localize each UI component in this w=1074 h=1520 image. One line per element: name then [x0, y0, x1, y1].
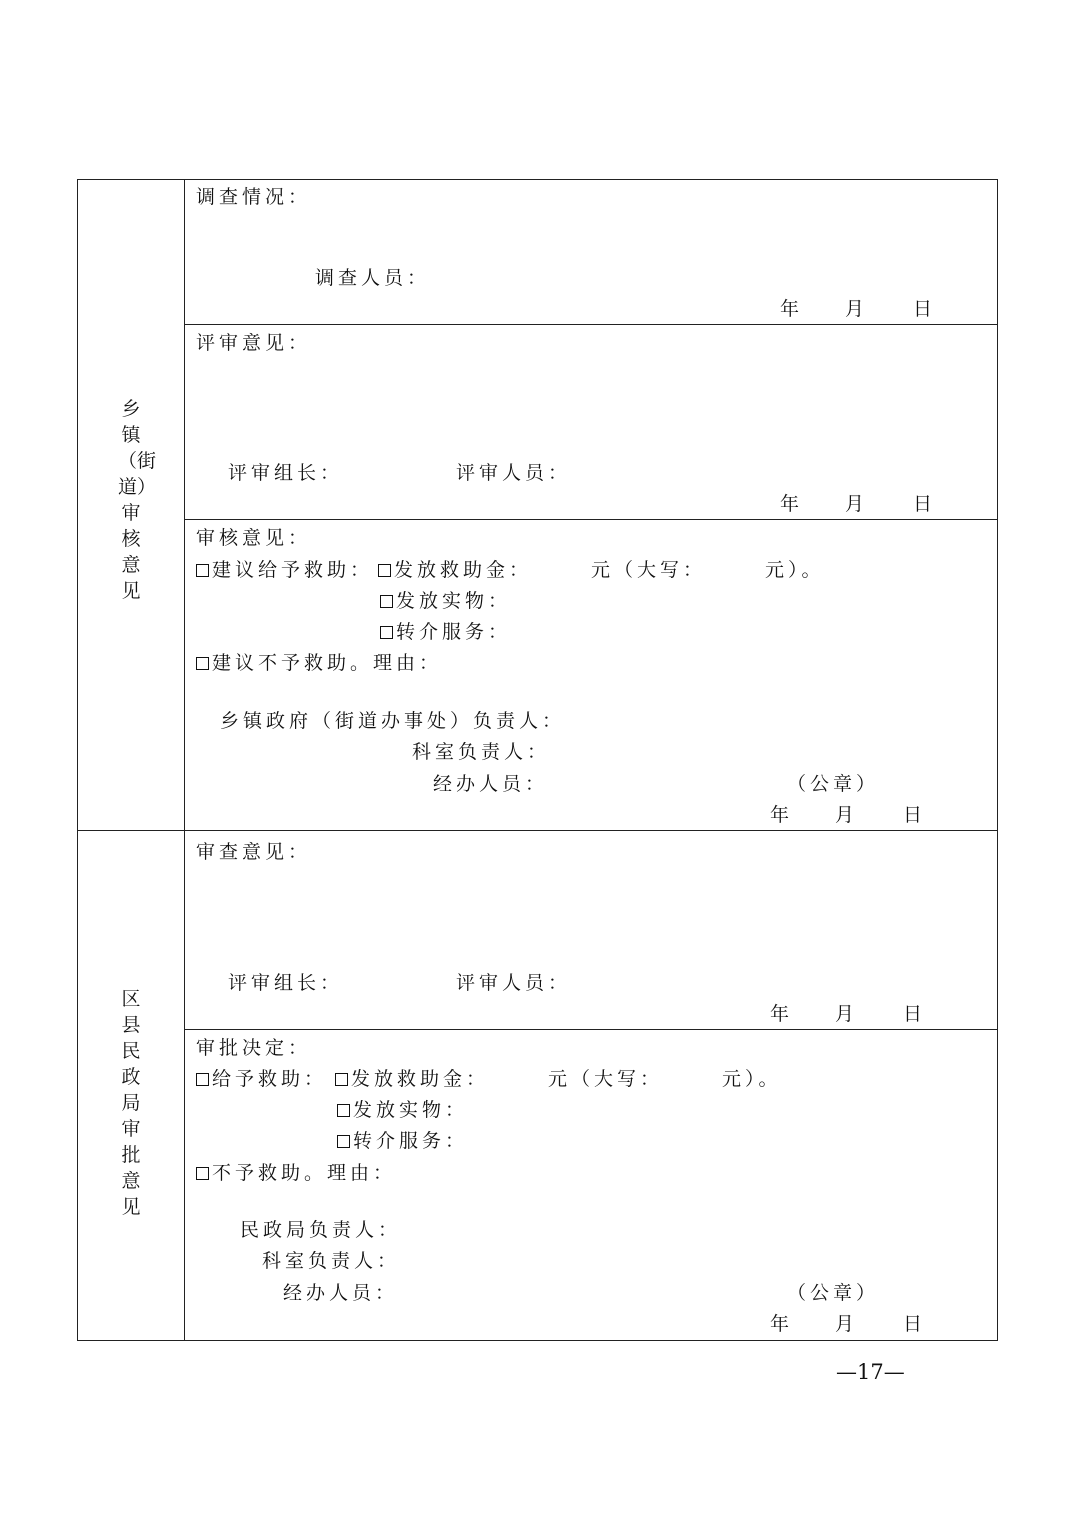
review-title: 评审意见： — [196, 332, 312, 354]
check-date-year: 年 — [770, 1003, 794, 1025]
checkbox[interactable] — [380, 595, 393, 608]
checkbox[interactable] — [380, 626, 393, 639]
office-head-label: 科室负责人： — [412, 741, 551, 763]
county-goods-label: 发放实物： — [353, 1099, 469, 1121]
referral-option[interactable] — [380, 620, 511, 644]
review-leader-label: 评审组长： — [228, 462, 344, 484]
audit-date-year: 年 — [770, 804, 794, 826]
yuan-end-label: 元）。 — [765, 559, 825, 581]
review-date-year: 年 — [780, 493, 804, 515]
checkbox[interactable] — [196, 1167, 209, 1180]
cash-option[interactable] — [378, 558, 532, 582]
review-members-label: 评审人员： — [456, 462, 572, 484]
approve-date-year: 年 — [770, 1313, 794, 1335]
county-referral-label: 转介服务： — [353, 1130, 469, 1152]
no-aid-label: 建议不予救助。理由： — [212, 652, 443, 674]
county-goods-option[interactable] — [337, 1098, 468, 1122]
suggest-aid-option[interactable] — [196, 558, 373, 582]
row-divider-review — [184, 519, 998, 520]
county-cash-option[interactable] — [335, 1067, 489, 1091]
county-cash-label: 发放救助金： — [351, 1068, 490, 1090]
check-title: 审查意见： — [196, 841, 312, 863]
checkbox[interactable] — [335, 1073, 348, 1086]
survey-date-day: 日 — [913, 298, 937, 320]
county-referral-option[interactable] — [337, 1129, 468, 1153]
approve-title: 审批决定： — [196, 1037, 312, 1059]
checkbox[interactable] — [196, 1073, 209, 1086]
county-yuan-end-label: 元）。 — [722, 1068, 782, 1090]
page-number: —17— — [836, 1360, 905, 1384]
survey-date-month: 月 — [845, 298, 869, 320]
gov-head-label: 乡镇政府（街道办事处）负责人： — [220, 710, 566, 732]
survey-date-year: 年 — [780, 298, 804, 320]
audit-date-day: 日 — [903, 804, 927, 826]
approve-date-month: 月 — [835, 1313, 859, 1335]
county-no-aid-option[interactable] — [196, 1161, 396, 1185]
review-date-month: 月 — [845, 493, 869, 515]
approve-date-day: 日 — [903, 1313, 927, 1335]
county-seal-label: （公章） — [787, 1282, 880, 1304]
check-members-label: 评审人员： — [456, 972, 572, 994]
check-date-day: 日 — [903, 1003, 927, 1025]
checkbox[interactable] — [337, 1104, 350, 1117]
checkbox[interactable] — [378, 564, 391, 577]
town-side-label: 乡镇（街道）审核意见 — [118, 398, 157, 602]
county-handler-label: 经办人员： — [283, 1282, 399, 1304]
column-divider — [184, 179, 185, 1341]
bureau-head-label: 民政局负责人： — [240, 1219, 402, 1241]
suggest-aid-label: 建议给予救助： — [212, 559, 374, 581]
seal-label: （公章） — [787, 773, 880, 795]
row-divider-check — [184, 1029, 998, 1030]
cash-label: 发放救助金： — [394, 559, 533, 581]
row-divider-survey — [184, 324, 998, 325]
county-yuan-label: 元（大写： — [548, 1068, 664, 1090]
check-date-month: 月 — [835, 1003, 859, 1025]
yuan-label: 元（大写： — [591, 559, 707, 581]
handler-label: 经办人员： — [433, 773, 549, 795]
review-date-day: 日 — [913, 493, 937, 515]
checkbox[interactable] — [196, 657, 209, 670]
surveyor-label: 调查人员： — [315, 267, 431, 289]
checkbox[interactable] — [196, 564, 209, 577]
goods-label: 发放实物： — [396, 590, 512, 612]
checkbox[interactable] — [337, 1135, 350, 1148]
goods-option[interactable] — [380, 589, 511, 613]
check-leader-label: 评审组长： — [228, 972, 344, 994]
audit-title: 审核意见： — [196, 527, 312, 549]
no-aid-option[interactable] — [196, 651, 442, 675]
county-office-head-label: 科室负责人： — [262, 1250, 401, 1272]
county-no-aid-label: 不予救助。理由： — [212, 1162, 397, 1184]
give-aid-label: 给予救助： — [212, 1068, 328, 1090]
referral-label: 转介服务： — [396, 621, 512, 643]
give-aid-option[interactable] — [196, 1067, 327, 1091]
survey-title: 调查情况： — [196, 186, 312, 208]
section-divider — [77, 830, 998, 831]
county-side-label: 区县民政局审批意见 — [121, 988, 141, 1218]
audit-date-month: 月 — [835, 804, 859, 826]
